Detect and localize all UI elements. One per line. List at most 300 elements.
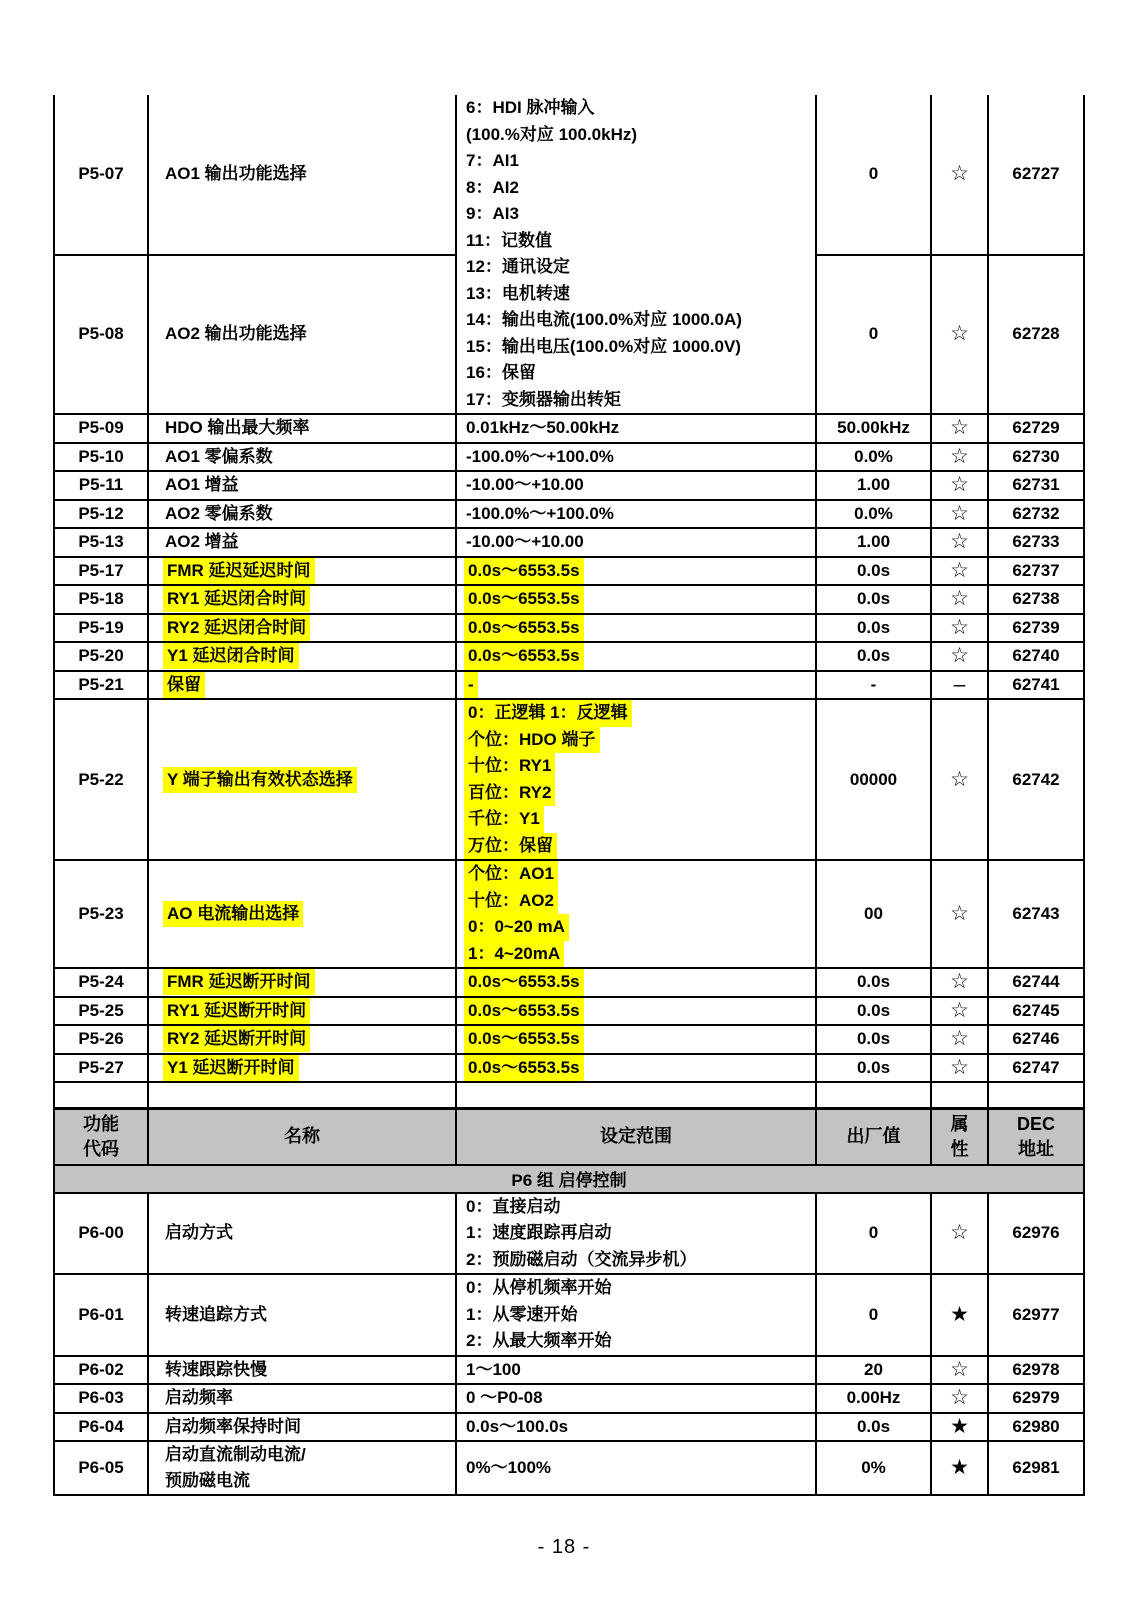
attr-star-outline-icon: ☆: [931, 1025, 988, 1054]
attr-star-outline-icon: ☆: [931, 968, 988, 997]
cell-dec-address: 62980: [988, 1413, 1084, 1442]
highlighted-text: AO 电流输出选择: [163, 901, 303, 927]
text-line: [165, 558, 455, 584]
text: -100.0%～+100.0%: [466, 503, 614, 523]
cell-dec-address: 62743: [988, 860, 1084, 968]
text-line: [466, 529, 815, 556]
cell-dec-address: 62747: [988, 1054, 1084, 1083]
text-line: [165, 501, 455, 527]
highlighted-text: -: [464, 672, 478, 699]
cell-dec-address: 62978: [988, 1356, 1084, 1385]
text-line: [466, 254, 815, 281]
cell-setting-range: [456, 528, 816, 557]
text-line: [466, 334, 815, 361]
cell-setting-range: [456, 95, 816, 414]
cell-factory-default: 0.0s: [816, 557, 931, 586]
attr-star-outline-icon: ☆: [931, 1384, 988, 1413]
cell-function-code: P5-12: [54, 500, 148, 529]
text: 性: [950, 1138, 969, 1159]
cell-function-code: P6-01: [54, 1274, 148, 1356]
cell-function-code: P5-10: [54, 443, 148, 472]
text-line: [466, 1357, 815, 1384]
attr-star-outline-icon: ☆: [931, 443, 988, 472]
text: 地址: [1018, 1138, 1054, 1159]
text-line: [165, 529, 455, 555]
text: 0：从停机频率开始: [466, 1278, 612, 1297]
text-line: [165, 672, 455, 698]
page-number: - 18 -: [537, 1536, 591, 1558]
table-row: [54, 1356, 1084, 1385]
cell-parameter-name: [148, 585, 456, 614]
cell-function-code: P6-02: [54, 1356, 148, 1385]
cell-parameter-name: [148, 528, 456, 557]
text: 1～100: [466, 1359, 521, 1379]
highlighted-text: FMR 延迟断开时间: [163, 969, 315, 995]
text-line: [466, 615, 815, 642]
empty-cell: [54, 1082, 148, 1108]
header-col-attr: [931, 1108, 988, 1165]
text-line: [149, 1124, 455, 1149]
text: 9：AI3: [466, 204, 519, 223]
text: 11：记数值: [466, 230, 552, 250]
text: 启动直流制动电流/: [165, 1445, 306, 1464]
cell-parameter-name: [148, 557, 456, 586]
cell-dec-address: 62727: [988, 95, 1084, 255]
text-line: [165, 767, 455, 793]
section-label: P6 组 启停控制: [54, 1165, 1084, 1193]
text-line: [165, 321, 455, 347]
cell-setting-range: [456, 557, 816, 586]
cell-parameter-name: [148, 699, 456, 860]
cell-function-code: P5-18: [54, 585, 148, 614]
text: 功能: [83, 1113, 119, 1134]
cell-function-code: P5-13: [54, 528, 148, 557]
text-line: [466, 833, 815, 860]
empty-cell: [148, 1082, 456, 1108]
cell-function-code: P5-21: [54, 671, 148, 700]
text-line: [466, 228, 815, 255]
text-line: [466, 1026, 815, 1053]
cell-setting-range: [456, 585, 816, 614]
cell-dec-address: 62740: [988, 642, 1084, 671]
text: -100.0%～+100.0%: [466, 446, 614, 466]
cell-parameter-name: [148, 860, 456, 968]
cell-factory-default: 0.0s: [816, 968, 931, 997]
text: 6：HDI 脉冲输入: [466, 98, 595, 117]
attr-star-outline-icon: ☆: [931, 1054, 988, 1083]
text: 启动频率保持时间: [165, 1416, 301, 1436]
text-line: [466, 1194, 815, 1221]
table-row: [54, 968, 1084, 997]
text: 启动方式: [165, 1223, 233, 1243]
text-line: [165, 1302, 455, 1328]
cell-dec-address: 62728: [988, 255, 1084, 415]
cell-factory-default: 0.0s: [816, 614, 931, 643]
text: 启动频率: [165, 1388, 233, 1408]
text-line: [466, 780, 815, 807]
text-line: [466, 201, 815, 228]
cell-parameter-name: [148, 471, 456, 500]
table-row: [54, 614, 1084, 643]
cell-dec-address: 62744: [988, 968, 1084, 997]
text: (100.%对应 100.0kHz): [466, 124, 638, 144]
table-row: [54, 471, 1084, 500]
header-col-default: [816, 1108, 931, 1165]
table-row: [54, 1441, 1084, 1495]
cell-factory-default: -: [816, 671, 931, 700]
text-line: [466, 444, 815, 471]
empty-cell: [456, 1082, 816, 1108]
cell-parameter-name: [148, 500, 456, 529]
cell-dec-address: 62738: [988, 585, 1084, 614]
cell-dec-address: 62730: [988, 443, 1084, 472]
highlighted-text: 个位：AO1: [464, 861, 558, 888]
highlighted-text: 个位：HDO 端子: [464, 727, 600, 754]
cell-parameter-name: [148, 642, 456, 671]
attr-star-outline-icon: ☆: [931, 414, 988, 443]
cell-parameter-name: [148, 1356, 456, 1385]
table-row: [54, 860, 1084, 968]
highlighted-text: 0：正逻辑 1：反逻辑: [464, 700, 632, 727]
cell-function-code: P5-26: [54, 1025, 148, 1054]
cell-factory-default: 50.00kHz: [816, 414, 931, 443]
text-line: [466, 914, 815, 941]
text-line: [165, 1220, 455, 1246]
table-row: [54, 997, 1084, 1026]
highlighted-text: RY2 延迟闭合时间: [163, 615, 310, 641]
text-line: [466, 672, 815, 699]
text-line: [466, 700, 815, 727]
text: 设定范围: [600, 1126, 672, 1146]
highlighted-text: 保留: [163, 672, 205, 698]
text: 0%～100%: [466, 1457, 552, 1477]
text-line: [466, 941, 815, 968]
table-row: [54, 1384, 1084, 1413]
text: AO2 输出功能选择: [165, 324, 307, 344]
cell-setting-range: [456, 699, 816, 860]
highlighted-text: 0.0s～6553.5s: [464, 558, 584, 585]
text-line: [466, 806, 815, 833]
text-line: [165, 161, 455, 187]
text: AO1 零偏系数: [165, 446, 273, 466]
cell-factory-default: 0.0%: [816, 443, 931, 472]
highlighted-text: 0：0~20 mA: [464, 914, 569, 941]
cell-setting-range: [456, 1054, 816, 1083]
text-line: [466, 1414, 815, 1441]
table-row: [54, 1274, 1084, 1356]
cell-setting-range: [456, 1413, 816, 1442]
table-row: [54, 95, 1084, 255]
cell-dec-address: 62745: [988, 997, 1084, 1026]
cell-function-code: P5-19: [54, 614, 148, 643]
text: DEC: [1016, 1113, 1055, 1134]
text: 0 ～P0-08: [466, 1388, 543, 1407]
text-line: [466, 643, 815, 670]
text-line: [466, 1275, 815, 1302]
text-line: [932, 1112, 987, 1137]
text-line: [989, 1112, 1083, 1137]
text: 0.0s～100.0s: [466, 1416, 569, 1436]
cell-setting-range: [456, 443, 816, 472]
text: 0.01kHz～50.00kHz: [466, 418, 620, 437]
text-line: [466, 998, 815, 1025]
attr-star-outline-icon: ☆: [931, 1356, 988, 1385]
highlighted-text: 0.0s～6553.5s: [464, 1026, 584, 1053]
section-header-row: [54, 1165, 1084, 1193]
empty-cell: [988, 1082, 1084, 1108]
cell-setting-range: [456, 1356, 816, 1385]
text: 12：通讯设定: [466, 257, 570, 276]
cell-setting-range: [456, 968, 816, 997]
attr-star-outline-icon: ☆: [931, 500, 988, 529]
cell-dec-address: 62979: [988, 1384, 1084, 1413]
text-line: [466, 387, 815, 414]
table-row: [54, 443, 1084, 472]
cell-function-code: P5-25: [54, 997, 148, 1026]
cell-function-code: P5-07: [54, 95, 148, 255]
text-line: [466, 753, 815, 780]
text: 13：电机转速: [466, 283, 570, 303]
text: 17：变频器输出转矩: [466, 389, 621, 409]
cell-function-code: P5-23: [54, 860, 148, 968]
text-line: [466, 586, 815, 613]
highlighted-text: 百位：RY2: [464, 780, 555, 807]
table-row: [54, 1025, 1084, 1054]
text-line: [817, 1124, 930, 1149]
text: AO1 输出功能选择: [165, 164, 307, 184]
parameter-table-body: [54, 95, 1084, 1495]
cell-factory-default: 00000: [816, 699, 931, 860]
table-row: [54, 642, 1084, 671]
cell-function-code: P6-03: [54, 1384, 148, 1413]
cell-factory-default: 1.00: [816, 471, 931, 500]
text: 15：输出电压(100.0%对应 1000.0V): [466, 336, 741, 356]
table-row: [54, 414, 1084, 443]
cell-parameter-name: [148, 1384, 456, 1413]
highlighted-text: Y1 延迟闭合时间: [163, 643, 299, 669]
text: -10.00～+10.00: [466, 475, 584, 494]
cell-factory-default: 0.00Hz: [816, 1384, 931, 1413]
header-col-range: [456, 1108, 816, 1165]
table-row: [54, 528, 1084, 557]
cell-parameter-name: [148, 443, 456, 472]
attr-star-outline-icon: ☆: [931, 860, 988, 968]
text-line: [55, 1137, 147, 1162]
attr-star-outline-icon: ☆: [931, 642, 988, 671]
highlighted-text: 0.0s～6553.5s: [464, 586, 584, 613]
text-line: [466, 472, 815, 499]
text: 转速追踪方式: [165, 1304, 267, 1324]
text: 8：AI2: [466, 177, 519, 197]
text: -10.00～+10.00: [466, 532, 584, 551]
cell-factory-default: 0.0s: [816, 642, 931, 671]
cell-function-code: P6-00: [54, 1193, 148, 1275]
text: 2：从最大频率开始: [466, 1331, 612, 1350]
empty-cell: [931, 1082, 988, 1108]
text-line: [165, 615, 455, 641]
cell-function-code: P6-05: [54, 1441, 148, 1495]
cell-dec-address: 62729: [988, 414, 1084, 443]
highlighted-text: 1：4~20mA: [464, 941, 564, 968]
text-line: [165, 643, 455, 669]
text-line: [466, 861, 815, 888]
cell-setting-range: [456, 1274, 816, 1356]
cell-setting-range: [456, 471, 816, 500]
highlighted-text: 0.0s～6553.5s: [464, 615, 584, 642]
text: 名称: [284, 1126, 320, 1146]
text-line: [466, 1385, 815, 1412]
cell-parameter-name: [148, 671, 456, 700]
cell-dec-address: 62739: [988, 614, 1084, 643]
attr-star-outline-icon: ☆: [931, 471, 988, 500]
cell-parameter-name: [148, 1193, 456, 1275]
text-line: [466, 888, 815, 915]
cell-factory-default: 0.0s: [816, 1413, 931, 1442]
text: 1：从零速开始: [466, 1304, 578, 1324]
cell-factory-default: 0.0s: [816, 997, 931, 1026]
cell-function-code: P5-27: [54, 1054, 148, 1083]
text-line: [466, 415, 815, 442]
cell-dec-address: 62976: [988, 1193, 1084, 1275]
text-line: [165, 901, 455, 927]
text-line: [165, 1357, 455, 1383]
text-line: [165, 444, 455, 470]
text: AO2 增益: [165, 532, 239, 552]
text-line: [466, 1328, 815, 1355]
cell-parameter-name: [148, 1054, 456, 1083]
spacer-row: [54, 1082, 1084, 1108]
cell-function-code: P5-24: [54, 968, 148, 997]
cell-setting-range: [456, 1441, 816, 1495]
header-col-dec: [988, 1108, 1084, 1165]
text: 16：保留: [466, 363, 536, 382]
cell-parameter-name: [148, 414, 456, 443]
cell-factory-default: 0.0%: [816, 500, 931, 529]
text-line: [466, 1055, 815, 1082]
empty-cell: [816, 1082, 931, 1108]
table-row: [54, 557, 1084, 586]
attr-star-filled-icon: ★: [931, 1441, 988, 1495]
highlighted-text: RY1 延迟闭合时间: [163, 586, 310, 612]
cell-setting-range: [456, 500, 816, 529]
text: 出厂值: [846, 1126, 901, 1146]
text-line: [466, 95, 815, 122]
text-line: [165, 1414, 455, 1440]
text-line: [466, 1455, 815, 1482]
text-line: [466, 558, 815, 585]
cell-parameter-name: [148, 1274, 456, 1356]
cell-dec-address: 62977: [988, 1274, 1084, 1356]
cell-function-code: P6-04: [54, 1413, 148, 1442]
text-line: [165, 1468, 455, 1494]
cell-parameter-name: [148, 255, 456, 415]
text-line: [165, 969, 455, 995]
text-line: [165, 998, 455, 1024]
text-line: [466, 175, 815, 202]
text-line: [989, 1137, 1083, 1162]
cell-parameter-name: [148, 968, 456, 997]
text: AO1 增益: [165, 475, 239, 495]
cell-function-code: P5-20: [54, 642, 148, 671]
text: AO2 零偏系数: [165, 503, 273, 523]
highlighted-text: 千位：Y1: [464, 806, 544, 833]
highlighted-text: RY1 延迟断开时间: [163, 998, 310, 1024]
cell-factory-default: 0: [816, 95, 931, 255]
table-header-row: [54, 1108, 1084, 1165]
text-line: [165, 586, 455, 612]
attr-star-outline-icon: ☆: [931, 997, 988, 1026]
cell-setting-range: [456, 614, 816, 643]
cell-factory-default: 20: [816, 1356, 931, 1385]
cell-dec-address: 62731: [988, 471, 1084, 500]
cell-parameter-name: [148, 1025, 456, 1054]
cell-factory-default: 1.00: [816, 528, 931, 557]
highlighted-text: RY2 延迟断开时间: [163, 1026, 310, 1052]
highlighted-text: Y 端子输出有效状态选择: [163, 767, 357, 793]
text-line: [165, 1026, 455, 1052]
text-line: [466, 727, 815, 754]
cell-dec-address: 62733: [988, 528, 1084, 557]
cell-function-code: P5-08: [54, 255, 148, 415]
text-line: [466, 1302, 815, 1329]
attr-star-outline-icon: ☆: [931, 585, 988, 614]
cell-setting-range: [456, 414, 816, 443]
attr-star-outline-icon: ☆: [931, 255, 988, 415]
table-row: [54, 1193, 1084, 1275]
attr-star-filled-icon: ★: [931, 1274, 988, 1356]
text: 2：预励磁启动（交流异步机）: [466, 1249, 697, 1269]
cell-factory-default: 00: [816, 860, 931, 968]
cell-dec-address: 62741: [988, 671, 1084, 700]
text-line: [466, 360, 815, 387]
cell-factory-default: 0.0s: [816, 1025, 931, 1054]
cell-setting-range: [456, 1193, 816, 1275]
table-row: [54, 1413, 1084, 1442]
attr-star-outline-icon: ☆: [931, 699, 988, 860]
highlighted-text: 十位：RY1: [464, 753, 555, 780]
cell-dec-address: 62732: [988, 500, 1084, 529]
cell-parameter-name: [148, 1413, 456, 1442]
cell-setting-range: [456, 671, 816, 700]
attr-star-outline-icon: ☆: [931, 95, 988, 255]
cell-parameter-name: [148, 614, 456, 643]
attr-dash: –: [931, 671, 988, 700]
attr-star-outline-icon: ☆: [931, 528, 988, 557]
highlighted-text: FMR 延迟延迟时间: [163, 558, 315, 584]
text-line: [466, 281, 815, 308]
header-col-code: [54, 1108, 148, 1165]
text: 7：AI1: [466, 151, 519, 170]
attr-star-outline-icon: ☆: [931, 1193, 988, 1275]
highlighted-text: Y1 延迟断开时间: [163, 1055, 299, 1081]
parameter-table: [53, 95, 1085, 1496]
text-line: [165, 415, 455, 441]
text-line: [165, 1442, 455, 1468]
table-row: [54, 500, 1084, 529]
header-col-name: [148, 1108, 456, 1165]
cell-setting-range: [456, 997, 816, 1026]
highlighted-text: 十位：AO2: [464, 888, 558, 915]
cell-factory-default: 0: [816, 255, 931, 415]
text: 属: [950, 1113, 969, 1134]
cell-factory-default: 0.0s: [816, 1054, 931, 1083]
cell-function-code: P5-09: [54, 414, 148, 443]
highlighted-text: 0.0s～6553.5s: [464, 969, 584, 996]
text-line: [165, 472, 455, 498]
text-line: [165, 1055, 455, 1081]
text: 1：速度跟踪再启动: [466, 1223, 612, 1242]
cell-setting-range: [456, 1384, 816, 1413]
